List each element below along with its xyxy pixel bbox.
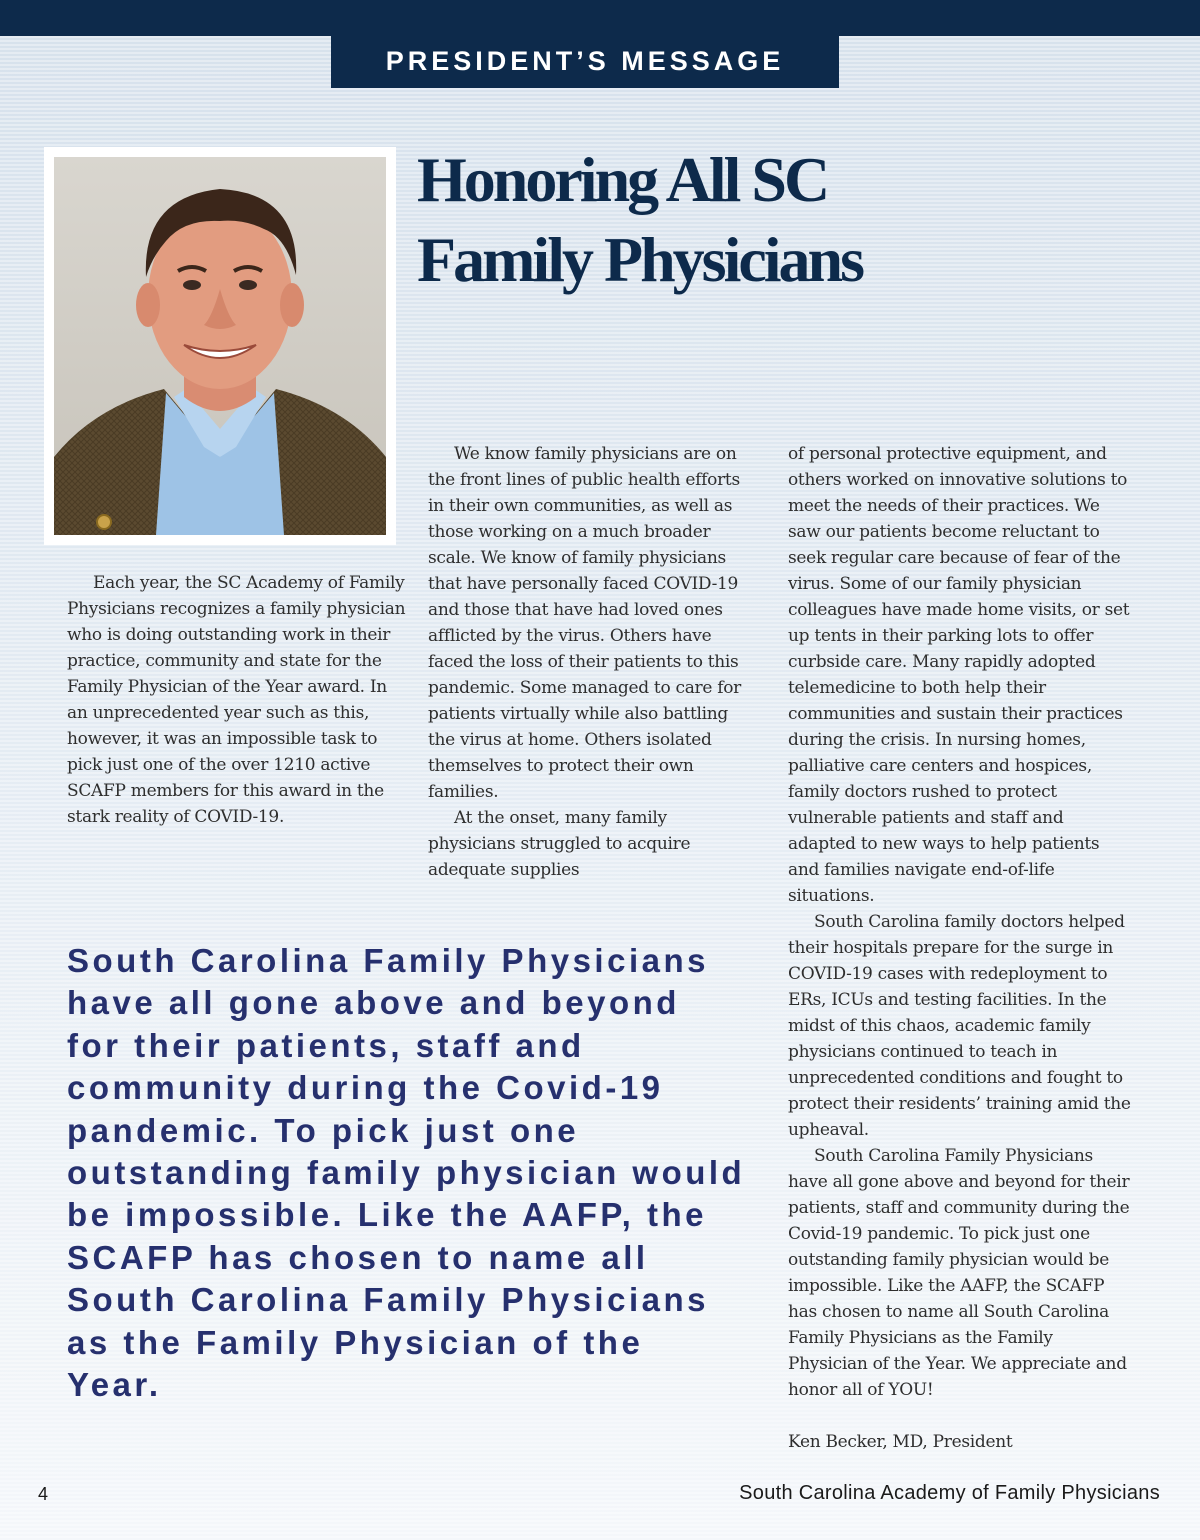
article-title: Honoring All SC Family Physicians [417,144,863,295]
paragraph: At the onset, many family physicians struggled to acquire adequate supplies [428,808,691,880]
top-banner [0,0,1200,36]
paragraph: of personal protective equipment, and others worked on innovative solutions to meet the needs of their practices. We saw our patients become reluctant to seek regular care because of fear of the virus. Some of our family physician colleagues have made home visits, or set up tents in their parking lots to offer curbside care. Many rapidly adopted telemedicine to both help their communities and sustain their practices during the crisis. In nursing homes, palliative care centers and hospices, family doctors rushed to protect vulnerable patients and staff and adapted to new ways to help patients and families navigate end-of-life situations. [788,444,1130,906]
paragraph: Each year, the SC Academy of Family Physicians recognizes a family physician who is doing outstanding work in their practice, community and state for the Family Physician of the Year award. In an unprecedented year such as this, however, it was an impossible task to pick just one of the over 1210 active SCAFP members for this award in the stark reality of COVID-19. [67,573,406,827]
paragraph: South Carolina family doctors helped their hospitals prepare for the surge in COVID-19 cases with redeployment to ERs, ICUs and testing facilities. In the midst of this chaos, academic family physicians continued to teach in unprecedented conditions and fought to protect their residents’ training amid the upheaval. [788,912,1131,1140]
body-column-2 [428,441,758,883]
signature: Ken Becker, MD, President [788,1432,1013,1452]
author-photo [44,147,396,545]
body-column-3 [788,441,1133,1455]
footer-organization: South Carolina Academy of Family Physicians [739,1482,1160,1504]
body-column-1 [67,570,407,830]
pull-quote: South Carolina Family Physicians have all gone above and beyond for their patients, staff and community during the Covid-19 pandemic. To pick just one outstanding family physician would be impossible. Like the AAFP, the SCAFP has chosen to name all South Carolina Family Physicians as the Family Physician of the Year. [67,942,746,1404]
section-label: PRESIDENT’S MESSAGE [331,36,839,88]
portrait-photo-icon [54,157,386,535]
page-number: 4 [38,1484,49,1504]
paragraph: South Carolina Family Physicians have all gone above and beyond for their patients, staff and community during the Covid-19 pandemic. To pick just one outstanding family physician would be impossible. Like the AAFP, the SCAFP has chosen to name all South Carolina Family Physicians as the Family Physician of the Year. We appreciate and honor all of YOU! [788,1146,1130,1400]
paragraph: We know family physicians are on the front lines of public health efforts in their own communities, as well as those working on a much broader scale. We know of family physicians that have personally faced COVID-19 and those that have had loved ones afflicted by the virus. Others have faced the loss of their patients to this pandemic. Some managed to care for patients virtually while also battling the virus at home. Others isolated themselves to protect their own families. [428,444,741,802]
